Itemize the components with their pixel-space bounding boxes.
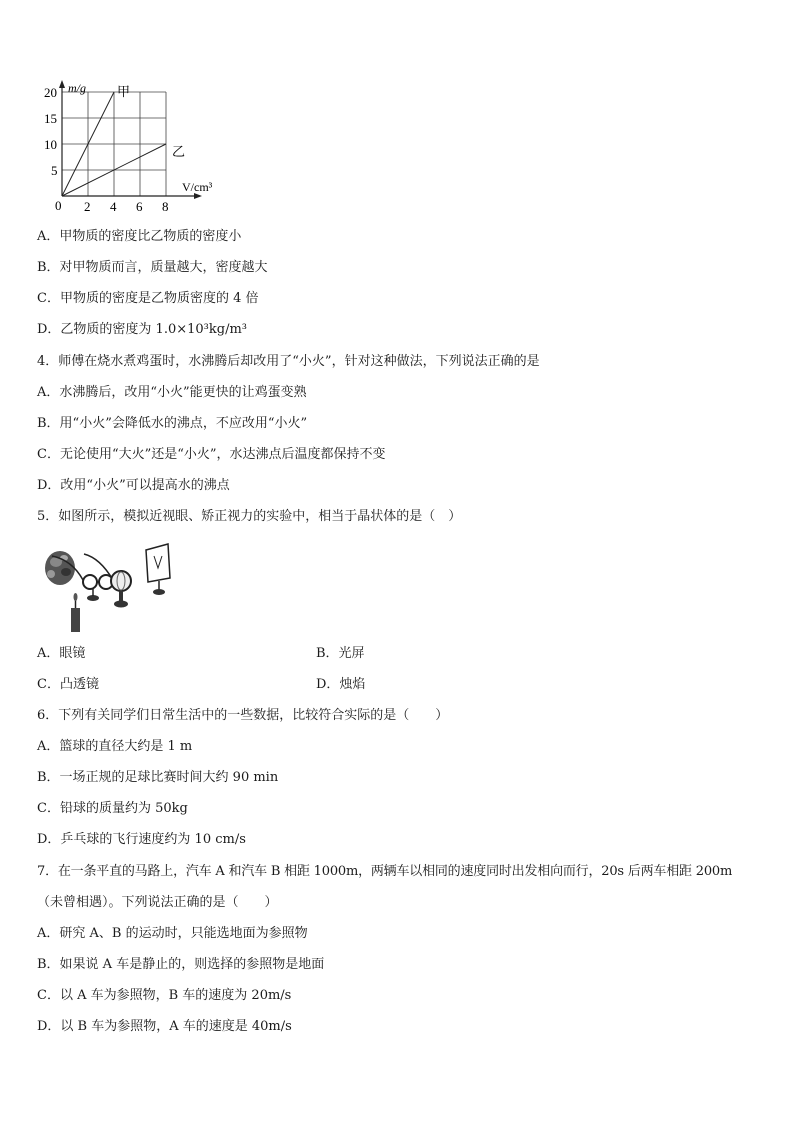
x-tick-label: 8 <box>162 199 169 214</box>
candle-icon <box>71 593 80 632</box>
q5-option-c: C．凸透镜 <box>37 677 99 692</box>
y-tick-label: 15 <box>44 111 57 126</box>
q7-option-c: C．以 A 车为参照物，B 车的速度为 20m/s <box>37 988 292 1003</box>
q4-option-d: D．改用“小火”可以提高水的沸点 <box>37 478 230 493</box>
x-tick-label: 4 <box>110 199 117 214</box>
y-axis-arrow <box>59 80 65 88</box>
q7-stem-line2: （未曾相遇）。下列说法正确的是（ ） <box>37 895 278 910</box>
q4-stem: 4．师傅在烧水煮鸡蛋时，水沸腾后却改用了“小火”，针对这种做法，下列说法正确的是 <box>37 354 540 369</box>
density-graph <box>30 78 230 223</box>
x-tick-label: 6 <box>136 199 143 214</box>
q5-option-b: B．光屏 <box>316 646 365 661</box>
q4-option-a: A．水沸腾后，改用“小火”能更快的让鸡蛋变熟 <box>37 385 307 400</box>
candle-flame-icon <box>45 551 75 585</box>
q6-stem: 6．下列有关同学们日常生活中的一些数据，比较符合实际的是（ ） <box>37 708 449 723</box>
light-screen-icon <box>146 544 170 595</box>
x-tick-label: 2 <box>84 199 91 214</box>
y-tick-label: 10 <box>44 137 57 152</box>
q3-option-d: D．乙物质的密度为 1.0×10³kg/m³ <box>37 322 247 337</box>
origin-label: 0 <box>55 198 62 213</box>
q7-option-a: A．研究 A、B 的运动时，只能选地面为参照物 <box>37 926 308 941</box>
series-label-jia: 甲 <box>117 84 131 99</box>
q3-option-c: C．甲物质的密度是乙物质密度的 4 倍 <box>37 291 259 306</box>
experiment-figure <box>38 538 188 638</box>
y-tick-label: 20 <box>44 85 57 100</box>
q7-stem-line1: 7．在一条平直的马路上，汽车 A 和汽车 B 相距 1000m，两辆车以相同的速度同时出发相向而行，20s 后两车相距 200m <box>37 864 733 879</box>
q6-option-c: C．铅球的质量约为 50kg <box>37 801 188 816</box>
q5-option-d: D．烛焰 <box>316 677 366 692</box>
y-tick-label: 5 <box>51 163 58 178</box>
q4-option-b: B．用“小火”会降低水的沸点，不应改用“小火” <box>37 416 308 431</box>
q5-stem: 5．如图所示，模拟近视眼、矫正视力的实验中，相当于晶状体的是（ ） <box>37 509 462 524</box>
q3-option-a: A．甲物质的密度比乙物质的密度小 <box>37 229 242 244</box>
q4-option-c: C．无论使用“大火”还是“小火”，水达沸点后温度都保持不变 <box>37 447 386 462</box>
series-label-yi: 乙 <box>172 144 186 159</box>
convex-lens-icon <box>111 571 131 608</box>
q5-option-a: A．眼镜 <box>37 646 86 661</box>
q3-option-b: B．对甲物质而言，质量越大，密度越大 <box>37 260 268 275</box>
x-axis-label: V/cm³ <box>182 180 213 194</box>
q6-option-b: B．一场正规的足球比赛时间大约 90 min <box>37 770 279 785</box>
q6-option-a: A．篮球的直径大约是 1 m <box>37 739 193 754</box>
y-axis-label: m/g <box>68 81 86 95</box>
q7-option-b: B．如果说 A 车是静止的，则选择的参照物是地面 <box>37 957 325 972</box>
q6-option-d: D．乒乓球的飞行速度约为 10 cm/s <box>37 832 246 847</box>
q7-option-d: D．以 B 车为参照物，A 车的速度是 40m/s <box>37 1019 292 1034</box>
